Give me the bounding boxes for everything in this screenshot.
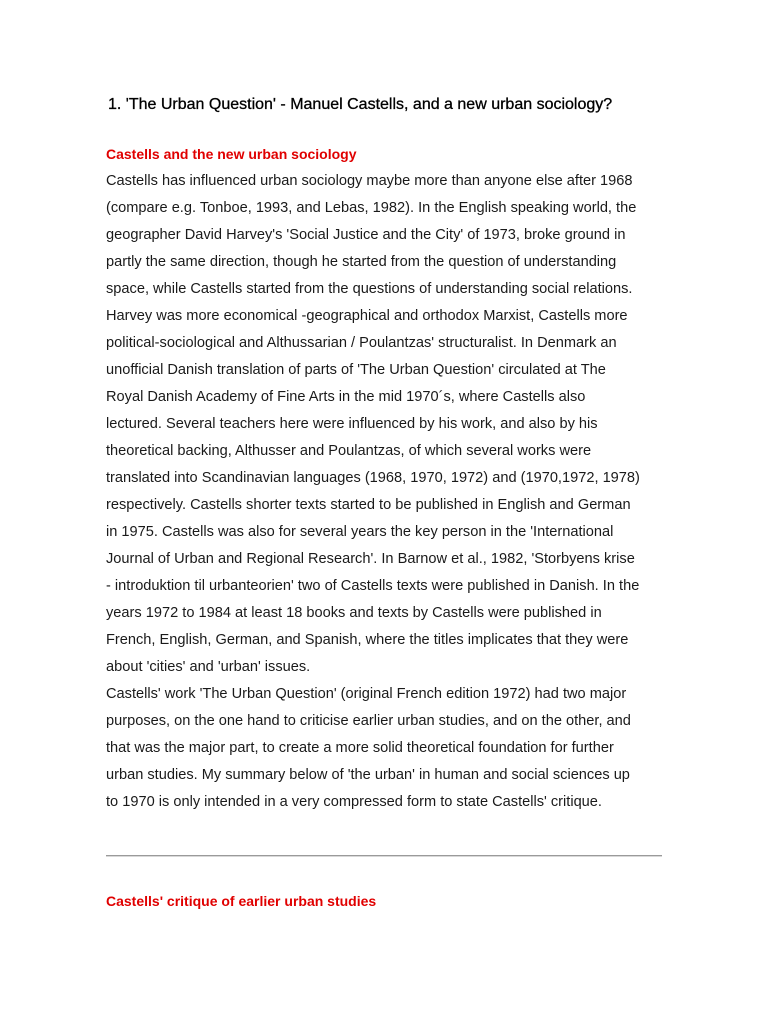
- text-line: that was the major part, to create a more solid theoretical foundation for further: [106, 740, 614, 756]
- section-heading-critique: Castells' critique of earlier urban studies: [106, 893, 377, 909]
- text-line: Royal Danish Academy of Fine Arts in the mid 1970´s, where Castells also: [106, 389, 586, 405]
- text-line: unofficial Danish translation of parts of 'The Urban Question' circulated at The: [106, 362, 606, 378]
- section-body-text: [106, 168, 666, 816]
- text-line: (compare e.g. Tonboe, 1993, and Lebas, 1982). In the English speaking world, the: [106, 200, 637, 216]
- text-line: purposes, on the one hand to criticise earlier urban studies, and on the other, and: [106, 713, 631, 729]
- text-line: to 1970 is only intended in a very compressed form to state Castells' critique.: [106, 794, 602, 810]
- text-line: theoretical backing, Althusser and Poulantzas, of which several works were: [106, 443, 592, 459]
- horizontal-divider: [106, 855, 662, 857]
- text-line: translated into Scandinavian languages (1968, 1970, 1972) and (1970,1972, 1978): [106, 470, 640, 486]
- page-title: 1. 'The Urban Question' - Manuel Castells, and a new urban sociology?: [108, 96, 613, 113]
- text-line: Journal of Urban and Regional Research'. In Barnow et al., 1982, 'Storbyens krise: [106, 551, 635, 567]
- text-line: space, while Castells started from the questions of understanding social relations.: [106, 281, 633, 297]
- text-line: geographer David Harvey's 'Social Justice and the City' of 1973, broke ground in: [106, 227, 626, 243]
- text-line: in 1975. Castells was also for several years the key person in the 'International: [106, 524, 614, 540]
- text-line: political-sociological and Althussarian / Poulantzas' structuralist. In Denmark an: [106, 335, 617, 351]
- text-line: years 1972 to 1984 at least 18 books and texts by Castells were published in: [106, 605, 602, 621]
- text-line: French, English, German, and Spanish, where the titles implicates that they were: [106, 632, 629, 648]
- text-line: Harvey was more economical -geographical and orthodox Marxist, Castells more: [106, 308, 628, 324]
- text-line: Castells' work 'The Urban Question' (original French edition 1972) had two major: [106, 686, 627, 702]
- text-line: partly the same direction, though he started from the question of understanding: [106, 254, 617, 270]
- text-line: lectured. Several teachers here were influenced by his work, and also by his: [106, 416, 598, 432]
- text-line: Castells has influenced urban sociology maybe more than anyone else after 1968: [106, 173, 633, 189]
- text-line: about 'cities' and 'urban' issues.: [106, 659, 311, 675]
- text-line: urban studies. My summary below of 'the urban' in human and social sciences up: [106, 767, 630, 783]
- text-line: - introduktion til urbanteorien' two of Castells texts were published in Danish. In the: [106, 578, 640, 594]
- section-heading-new-urban-sociology: Castells and the new urban sociology: [106, 146, 357, 162]
- text-line: respectively. Castells shorter texts started to be published in English and German: [106, 497, 631, 513]
